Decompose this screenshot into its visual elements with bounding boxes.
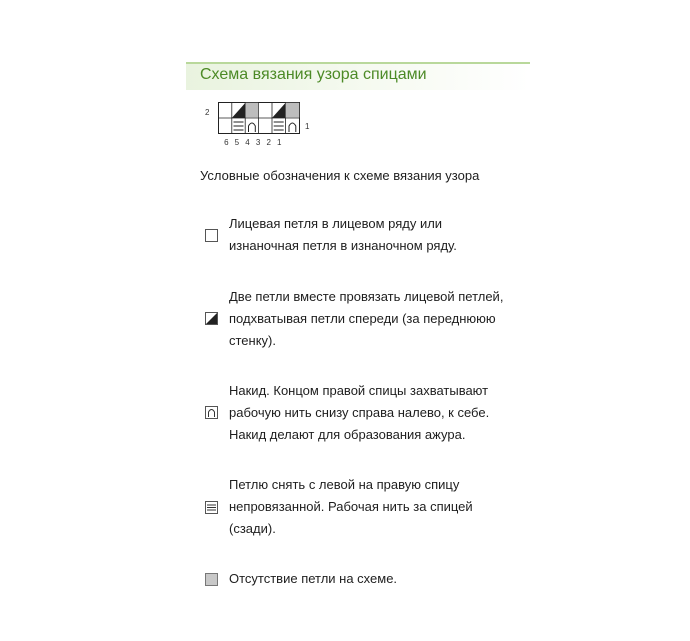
slip-stitch-icon (205, 501, 218, 514)
half-filled-square-icon (205, 312, 218, 325)
chart-cell-k2tog (272, 103, 285, 118)
chart-cell-no-stitch (246, 103, 259, 118)
chart-cell-yarn-over (289, 123, 296, 132)
title-bar (186, 62, 530, 90)
column-number: 2 (266, 138, 271, 147)
knitting-chart (218, 102, 300, 134)
legend-text: Накид. Концом правой спицы захватывают рабочую нить снизу справа налево, к себе. Накид делают для образования ажура. (229, 383, 490, 442)
column-number: 3 (255, 138, 261, 147)
legend-text: Лицевая петля в лицевом ряду или изнаночная петля в изнаночном ряду. (229, 216, 457, 253)
chart-cell-slip (274, 122, 284, 130)
column-number: 4 (245, 138, 250, 147)
column-number: 5 (234, 138, 240, 147)
chart-cell-k2tog (232, 103, 245, 118)
column-number: 6 (224, 138, 229, 147)
chart-cell-no-stitch (286, 103, 299, 118)
yarn-over-icon (205, 406, 218, 419)
chart-cell-slip (234, 122, 244, 130)
legend-text: Петлю снять с левой на правую спицу непровязанной. Рабочая нить за спицей (сзади). (229, 477, 473, 536)
chart-column-numbers (221, 138, 285, 147)
chart-row-number-1: 1 (305, 122, 310, 131)
knitting-chart-grid (218, 102, 300, 134)
no-stitch-icon (205, 573, 218, 586)
page-title: Схема вязания узора спицами (200, 66, 427, 83)
chart-cell-yarn-over (249, 123, 256, 132)
legend-text: Две петли вместе провязать лицевой петлей, подхватывая петли спереди (за переднююю стенку). (229, 289, 504, 348)
legend-heading: Условные обозначения к схеме вязания узора (200, 168, 480, 183)
column-number: 1 (277, 138, 282, 147)
chart-row-number-2: 2 (205, 108, 210, 117)
legend-text: Отсутствие петли на схеме. (229, 571, 398, 586)
empty-square-icon (205, 229, 218, 242)
